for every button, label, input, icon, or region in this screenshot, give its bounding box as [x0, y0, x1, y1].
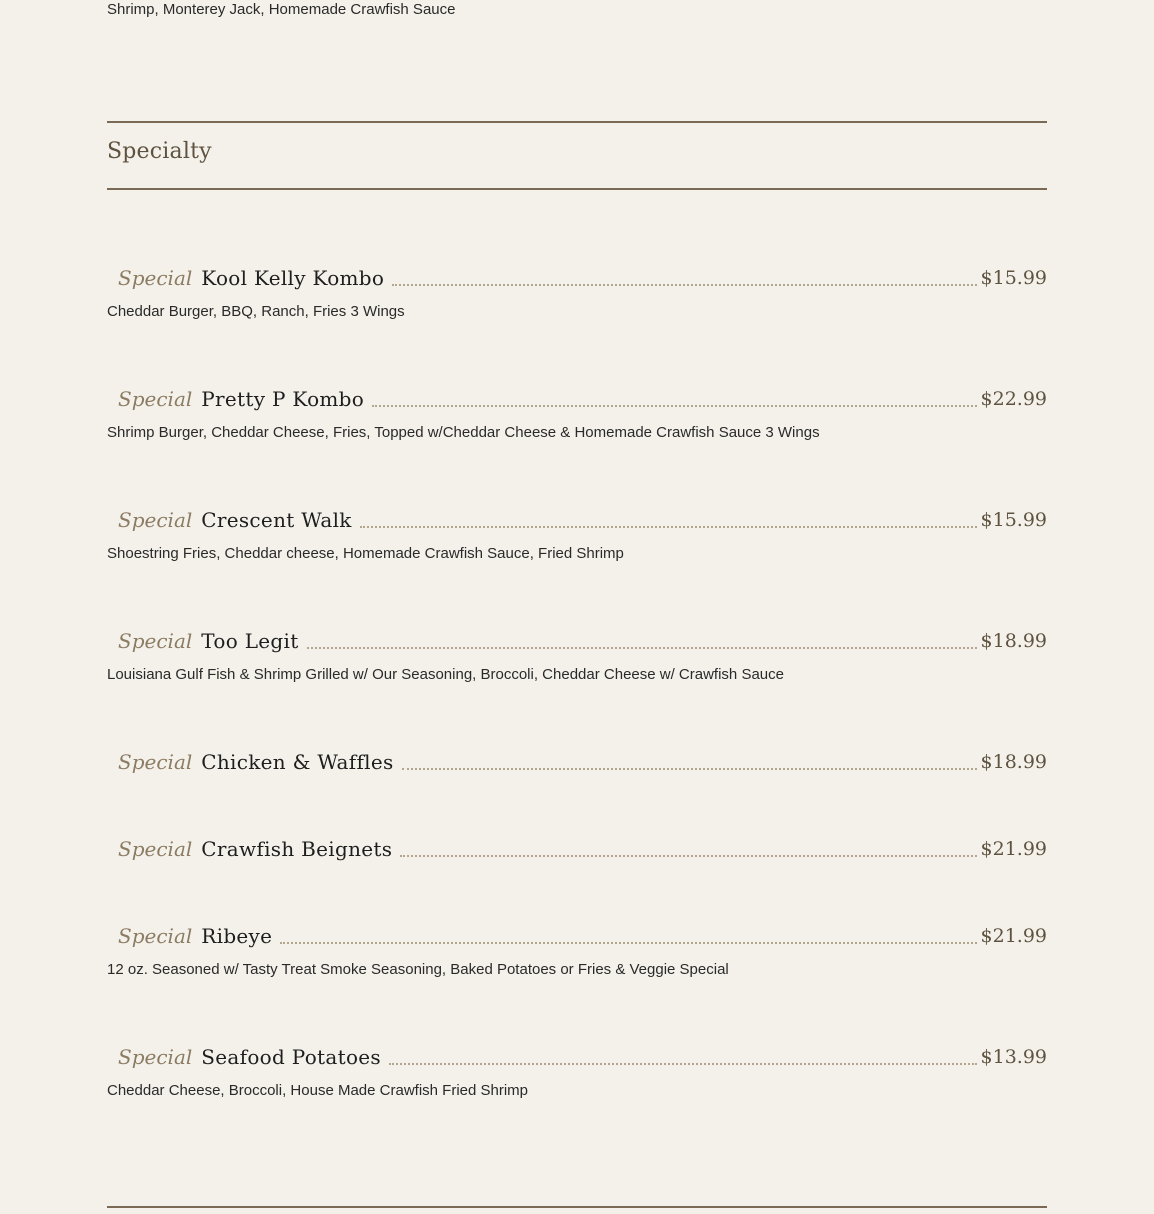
special-tag: Special: [118, 508, 193, 532]
item-description: Shrimp Burger, Cheddar Cheese, Fries, Topped w/Cheddar Cheese & Homemade Crawfish Sauce 3 Wings: [107, 424, 820, 441]
menu-item: [107, 262, 1047, 322]
item-name: Seafood Potatoes: [201, 1045, 381, 1069]
section-top-divider: [107, 121, 1047, 123]
menu-item: [107, 504, 1047, 564]
menu-item: [107, 746, 1047, 776]
special-tag: Special: [118, 266, 193, 290]
dotted-leader: [280, 942, 976, 944]
item-description: Louisiana Gulf Fish & Shrimp Grilled w/ Our Seasoning, Broccoli, Cheddar Cheese w/ Crawfish Sauce: [107, 666, 784, 683]
dotted-leader: [372, 405, 976, 407]
menu-item: [107, 833, 1047, 863]
special-tag: Special: [118, 750, 193, 774]
menu-item: [107, 625, 1047, 685]
menu-item: [107, 1041, 1047, 1101]
special-tag: Special: [118, 1045, 193, 1069]
item-name: Too Legit: [201, 629, 299, 653]
item-price: $15.99: [980, 509, 1047, 531]
next-section-divider: [107, 1206, 1047, 1208]
item-name: Kool Kelly Kombo: [201, 266, 385, 290]
item-price: $21.99: [980, 838, 1047, 860]
dotted-leader: [402, 768, 977, 770]
special-tag: Special: [118, 924, 193, 948]
item-price: $15.99: [980, 267, 1047, 289]
dotted-leader: [392, 284, 976, 286]
item-name: Ribeye: [201, 924, 273, 948]
special-tag: Special: [118, 837, 193, 861]
dotted-leader: [307, 647, 977, 649]
item-description: 12 oz. Seasoned w/ Tasty Treat Smoke Seasoning, Baked Potatoes or Fries & Veggie Special: [107, 961, 729, 978]
item-name: Pretty P Kombo: [201, 387, 365, 411]
item-name: Chicken & Waffles: [201, 750, 394, 774]
section-title: Specialty: [107, 139, 212, 164]
special-tag: Special: [118, 387, 193, 411]
item-name: Crawfish Beignets: [201, 837, 393, 861]
dotted-leader: [389, 1063, 977, 1065]
section-bottom-divider: [107, 188, 1047, 190]
previous-item-description: Shrimp, Monterey Jack, Homemade Crawfish Sauce: [107, 1, 456, 18]
item-price: $22.99: [980, 388, 1047, 410]
item-name: Crescent Walk: [201, 508, 352, 532]
item-price: $21.99: [980, 925, 1047, 947]
item-description: Cheddar Burger, BBQ, Ranch, Fries 3 Wings: [107, 303, 405, 320]
item-price: $18.99: [980, 751, 1047, 773]
item-description: Cheddar Cheese, Broccoli, House Made Crawfish Fried Shrimp: [107, 1082, 529, 1099]
item-description: Shoestring Fries, Cheddar cheese, Homemade Crawfish Sauce, Fried Shrimp: [107, 545, 624, 562]
dotted-leader: [360, 526, 977, 528]
menu-item: [107, 383, 1047, 443]
item-price: $18.99: [980, 630, 1047, 652]
special-tag: Special: [118, 629, 193, 653]
menu-item: [107, 920, 1047, 980]
item-price: $13.99: [980, 1046, 1047, 1068]
dotted-leader: [400, 855, 976, 857]
